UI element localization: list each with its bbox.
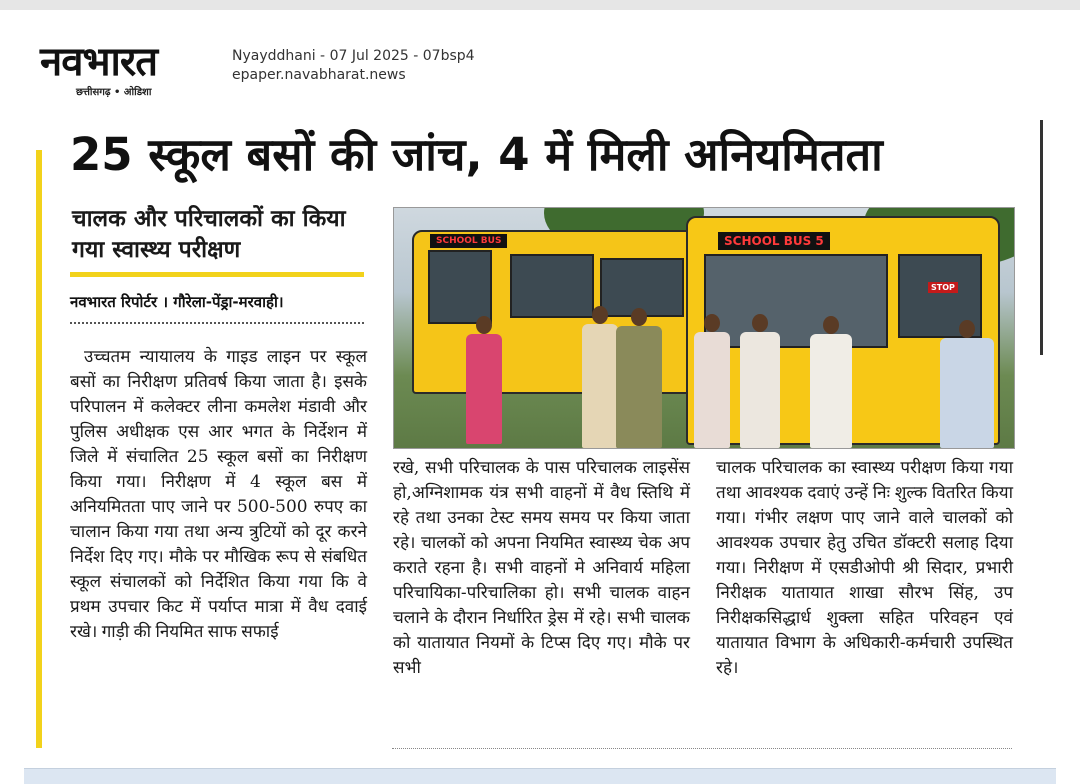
person: [616, 326, 662, 448]
byline-rule: [70, 322, 364, 324]
person: [810, 334, 852, 448]
column-rule: [1040, 120, 1043, 355]
bus-label: SCHOOL BUS: [430, 234, 507, 248]
person: [582, 324, 618, 448]
bottom-bar: [24, 768, 1056, 784]
masthead-logo: नवभारत: [40, 39, 158, 85]
byline: नवभारत रिपोर्टर । गौरेला-पेंड्रा-मरवाही।: [70, 293, 284, 311]
person: [694, 332, 730, 448]
stop-sign: STOP: [928, 282, 958, 293]
accent-rule: [36, 150, 42, 748]
subhead-rule: [70, 272, 364, 277]
person: [466, 334, 502, 444]
news-photo: [393, 207, 1015, 449]
bus-window: [510, 254, 594, 318]
article-column-3: चालक परिचालक का स्वास्थ्य परीक्षण किया गया तथा आवश्यक दवाएं उन्हें निः शुल्क वितरित किया गया। गंभीर लक्षण पाए जाने वाले चालकों को आवश्यक उपचार हेतु उचित डॉक्टरी सलाह दिया गया। निरीक्षण में एसडीओपी श्री सिदार, प्रभारी निरीक्षक यातायात शाखा सौरभ सिंह, उप निरीक्षकसिद्धार्ध शुक्ला सहित परिवहन एवं यातायात विभाग के अधिकारी-कर्मचारी उपस्थित रहे।: [716, 458, 1013, 678]
bottom-rule: [392, 748, 1012, 749]
edition-line: Nyayddhani - 07 Jul 2025 - 07bsp4: [232, 48, 475, 64]
person: [740, 332, 780, 448]
headline: 25 स्कूल बसों की जांच, 4 में मिली अनियमितता: [70, 128, 883, 181]
article-column-2: रखे, सभी परिचालक के पास परिचालक लाइसेंस हो,अग्निशामक यंत्र सभी वाहनों में वैध स्तिथि में रहे तथा उनका टेस्ट समय समय पर किया जाता रहे। चालकों को अपना नियमित स्वास्थ्य चेक अप कराते रहना है। सभी वाहनों मे अनिवार्य महिला परिचायिका-परिचालिका हो। सभी चालक वाहन चलाने के दौरान निर्धारित ड्रेस में रहे। सभी चालक को यातायात नियमों के टिप्स दिए गए। मौके पर सभी: [393, 458, 690, 678]
masthead-region: छत्तीसगढ़ • ओडिशा: [76, 87, 152, 98]
person: [940, 338, 994, 448]
epaper-site: epaper.navabharat.news: [232, 67, 406, 83]
bus-label: SCHOOL BUS 5: [718, 232, 830, 250]
edition-info: [232, 47, 475, 85]
subheadline: चालक और परिचालकों का किया गया स्वास्थ्य परीक्षण: [72, 206, 346, 263]
article-column-1: उच्चतम न्यायालय के गाइड लाइन पर स्कूल बसों का निरीक्षण प्रतिवर्ष किया जाता है। इसके परिपालन में कलेक्टर लीना कमलेश मंडावी और पुलिस अधीक्षक एस आर भगत के निर्देशन में जिले में संचालित 25 स्कूल बसों का निरीक्षण किया गया। निरीक्षण में 4 स्कूल बस में अनियमितता पाए जाने पर 500-500 रुपए का चालान किया गया तथा अन्य त्रुटियों को दूर करने निर्देश दिए गए। मौके पर मौखिक रूप से संबधित स्कूल संचालकों को निर्देशित किया गया कि वे प्रथम उपचार किट में पर्याप्त मात्रा में वैध दवाई रखे। गाड़ी की नियमित साफ सफाई: [70, 347, 367, 642]
bus-windshield: [704, 254, 888, 348]
bus-windshield: [428, 250, 492, 324]
top-bar: [0, 0, 1080, 10]
